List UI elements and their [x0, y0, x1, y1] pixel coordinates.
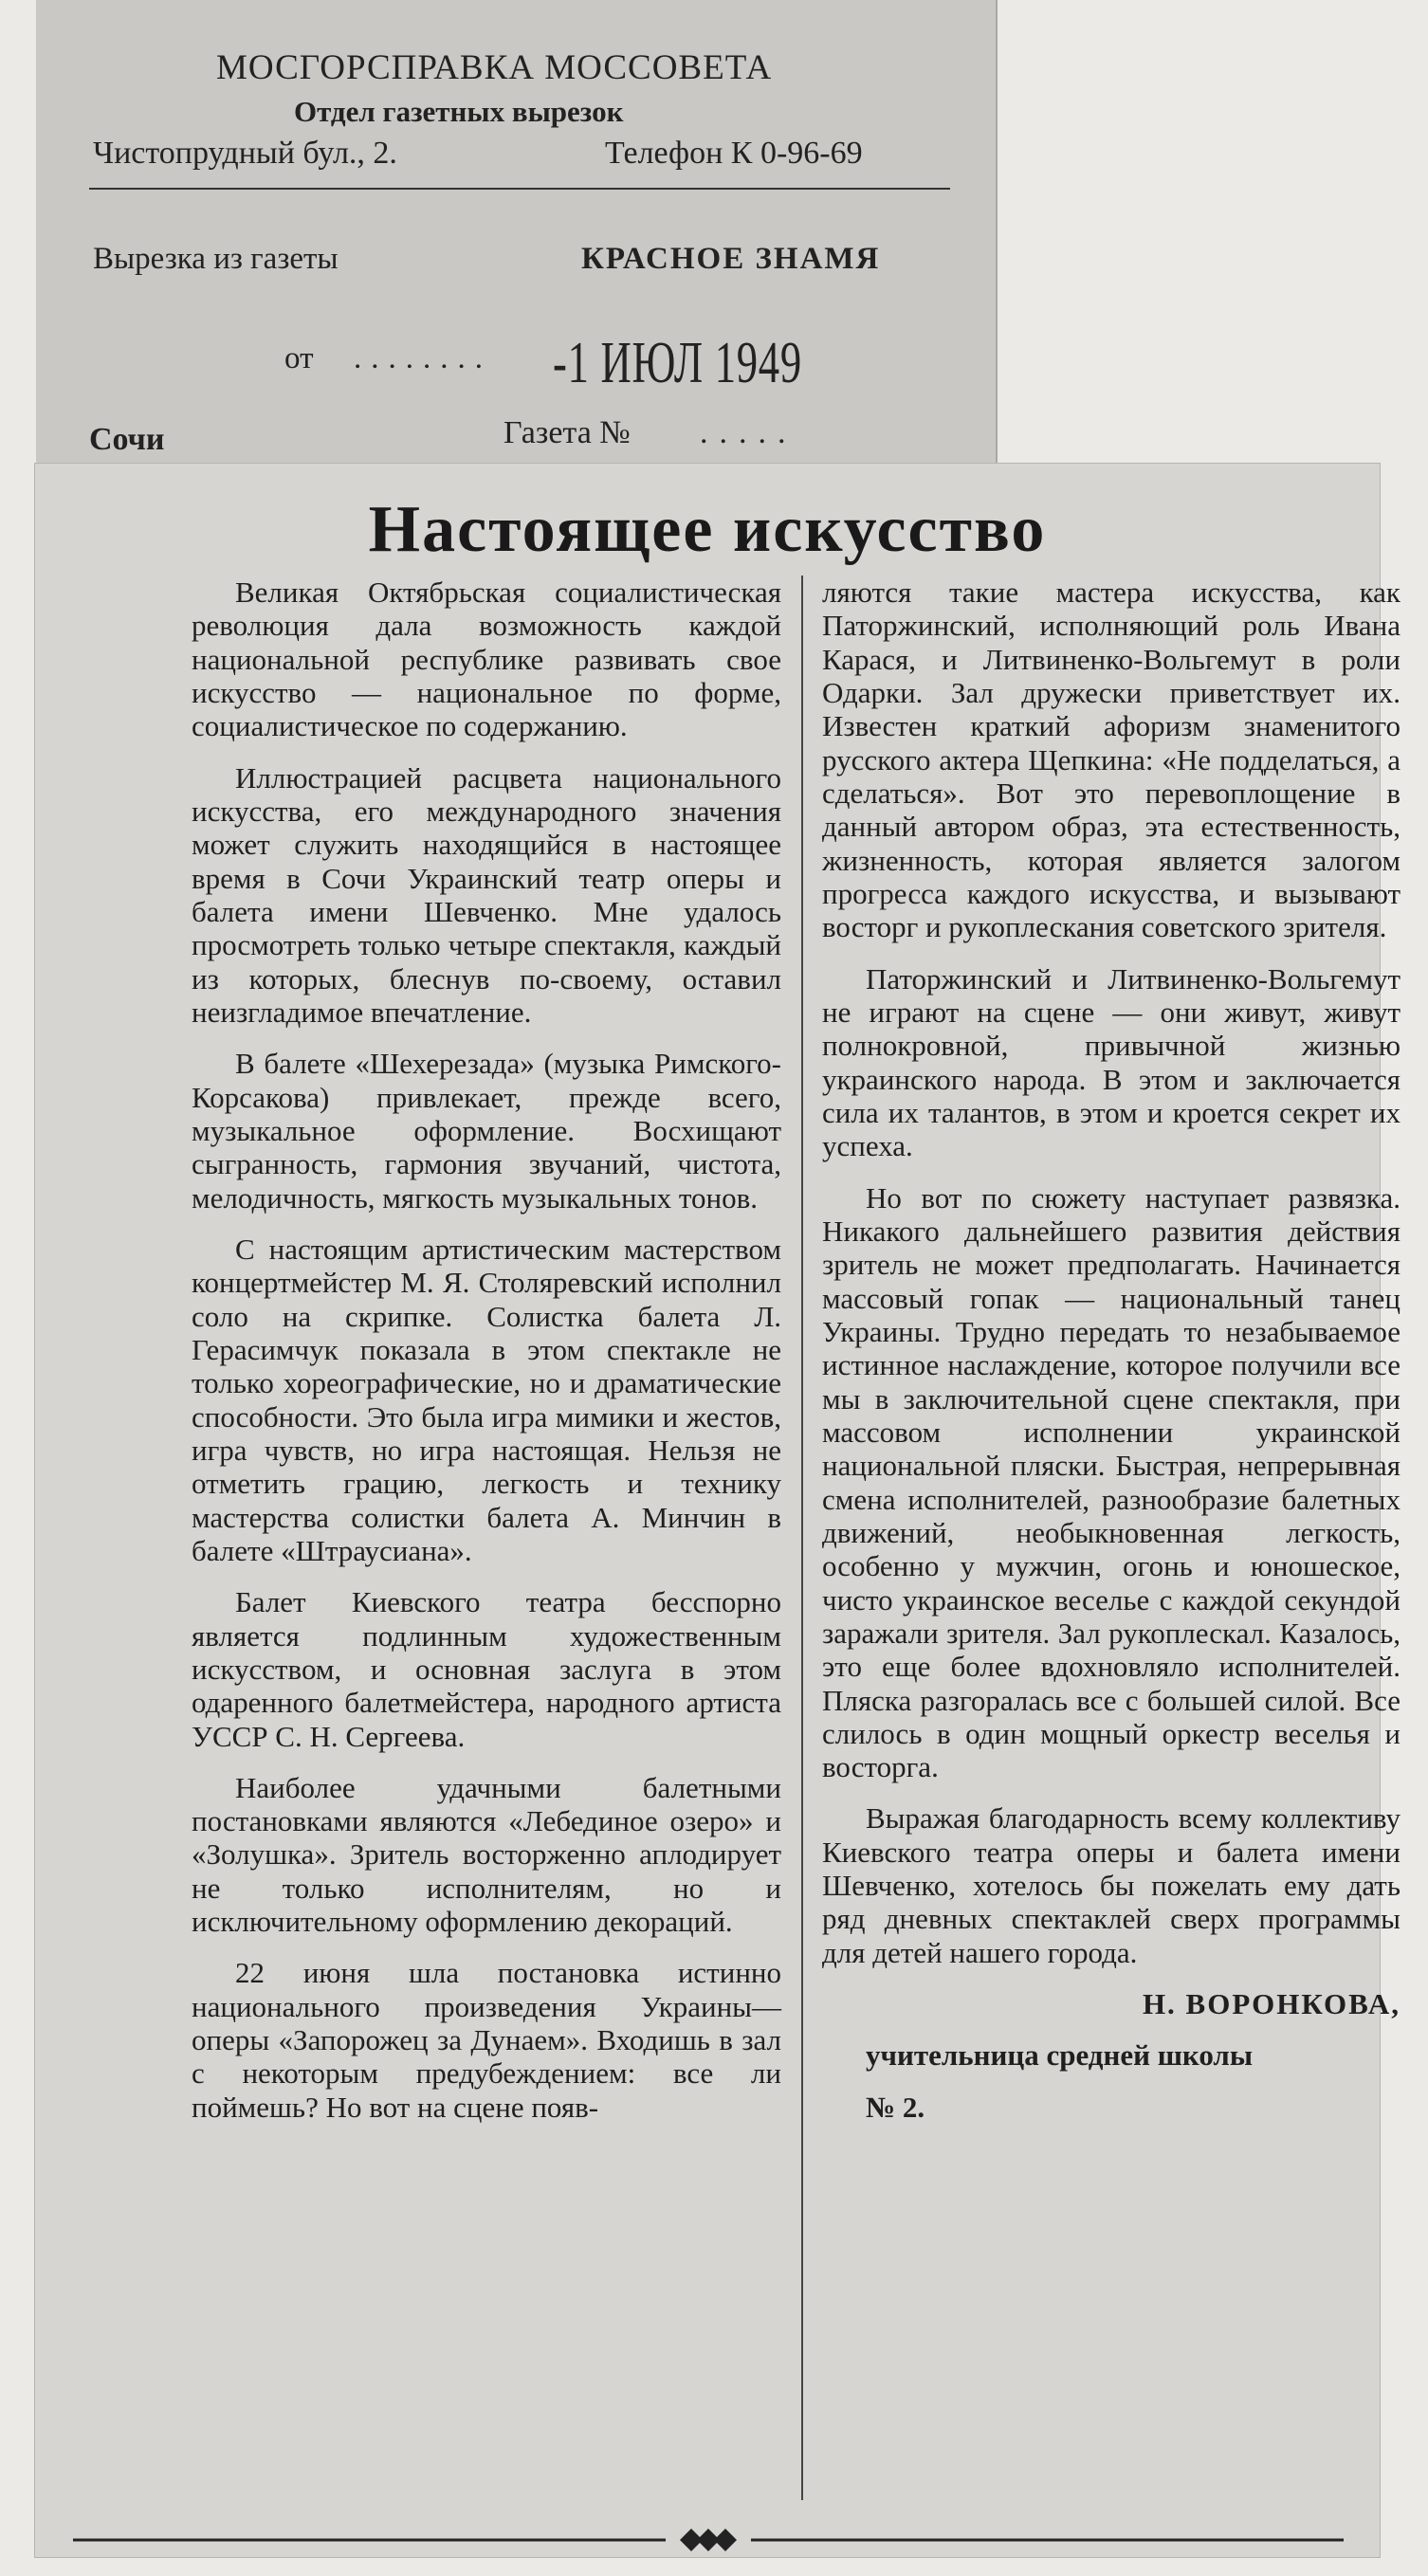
author-position: учительница средней школы [866, 2038, 1254, 2073]
paragraph: Великая Октябрьская социалистическая революция дала возможность каждой национальной республике развивать свое искусство — национальное по форме, социалистическое по содержанию. [192, 575, 781, 743]
paragraph: Паторжинский и Литвиненко-Вольгемут не играют на сцене — они живут, живут полнокровной, привычной жизнью украинского народа. В этом и заключается сила их талантов, в этом и кроется секрет их успеха. [822, 961, 1401, 1163]
from-label: от [284, 341, 314, 375]
ornamental-rule [73, 2521, 1344, 2559]
clipping-label: Вырезка из газеты [93, 242, 339, 276]
form-divider [89, 188, 950, 190]
clipping-service-form [36, 0, 998, 466]
column-divider [801, 575, 803, 2500]
article-right-column [822, 575, 1401, 2142]
paragraph: С настоящим артистическим мастерством концертмейстер М. Я. Столяревский исполнил соло на скрипке. Солистка балета Л. Герасимчук показала в этом спектакле не только хореографические, но и драматические способности. Это была игра мимики и жестов, игра чувств, но игра настоящая. Нельзя не отметить грацию, легкость и технику мастерства солистки балета А. Минчин в балете «Штраусиана». [192, 1232, 781, 1567]
author-school-number: № 2. [866, 2090, 925, 2124]
department-name: Отдел газетных вырезок [294, 95, 624, 128]
organization-name: МОСГОРСПРАВКА МОССОВЕТА [216, 48, 773, 87]
paragraph: В балете «Шехерезада» (музыка Римского-Корсакова) привлекает, прежде всего, музыкальное оформление. Восхищают сыгранность, гармония звучаний, чистота, мелодичность, мягкость музыкальных тонов. [192, 1047, 781, 1215]
newspaper-clipping [34, 463, 1401, 2558]
paragraph: Выражая благодарность всему коллективу Киевского театра оперы и балета имени Шевченко, хотелось бы пожелать ему дать ряд дневных спектаклей сверх программы для детей нашего города. [822, 1801, 1401, 1969]
date-stamp: -1 ИЮЛ 1949 [553, 331, 802, 395]
article-left-column [192, 575, 781, 2142]
city: Сочи [89, 422, 165, 457]
paragraph: Но вот по сюжету наступает развязка. Никакого дальнейшего развития действия зритель не может предполагать. Начинается массовый гопак — национальный танец Украины. Трудно передать то незабываемое истинное наслаждение, которое получили все мы в заключительной сцене спектакля, при массовом исполнении украинской национальной пляски. Быстрая, непрерывная смена исполнителей, разнообразие балетных движений, необыкновенная легкость, особенно у мужчин, огонь и юношеское, чисто украинское веселье с каждой секундой заражали зрителя. Зал рукоплескал. Казалось, это еще более вдохновляло исполнителей. Пляска разгоралась все с большей силой. Все слилось в один мощный оркестр веселья и восторга. [822, 1180, 1401, 1784]
paragraph: ляются такие мастера искусства, как Паторжинский, исполняющий роль Ивана Карася, и Литвиненко-Вольгемут в роли Одарки. Зал дружески приветствует их. Известен краткий афоризм знаменитого русского актера Щепкина: «Не подделаться, а сделаться». Вот это перевоплощение в данный автором образ, эта естественность, жизненность, которая является залогом прогресса каждого искусства, и вызывают восторг и рукоплескания советского зрителя. [822, 575, 1401, 944]
newspaper-name: КРАСНОЕ ЗНАМЯ [581, 242, 881, 276]
paragraph: Наиболее удачными балетными постановками являются «Лебединое озеро» и «Золушка». Зритель восторженно аплодирует не только исполнителям, но и исключительному оформлению декораций. [192, 1770, 781, 1939]
paragraph: 22 июня шла постановка истинно национального произведения Украины—оперы «Запорожец за Дунаем». Входишь в зал с некоторым предубеждением: все ли поймешь? Но вот на сцене появ- [192, 1956, 781, 2124]
paragraph: Балет Киевского театра бесспорно является подлинным художественным искусством, и основная заслуга в этом одаренного балетмейстера, народного артиста УССР С. Н. Сергеева. [192, 1585, 781, 1753]
author-name: Н. ВОРОНКОВА, [1142, 1987, 1401, 2021]
gazette-number-dots: ..... [700, 415, 797, 450]
article-headline: Настоящее искусство [368, 493, 1047, 566]
gazette-number-label: Газета № [503, 415, 631, 450]
from-dots: ........ [354, 341, 492, 375]
address: Чистопрудный бул., 2. [93, 136, 397, 171]
paragraph: Иллюстрацией расцвета национального искусства, его международного значения может служить находящийся в настоящее время в Сочи Украинский театр оперы и балета имени Шевченко. Мне удалось просмотреть только четыре спектакля, каждый из которых, блеснув по-своему, оставил неизгладимое впечатление. [192, 760, 781, 1029]
phone: Телефон К 0-96-69 [605, 136, 863, 171]
